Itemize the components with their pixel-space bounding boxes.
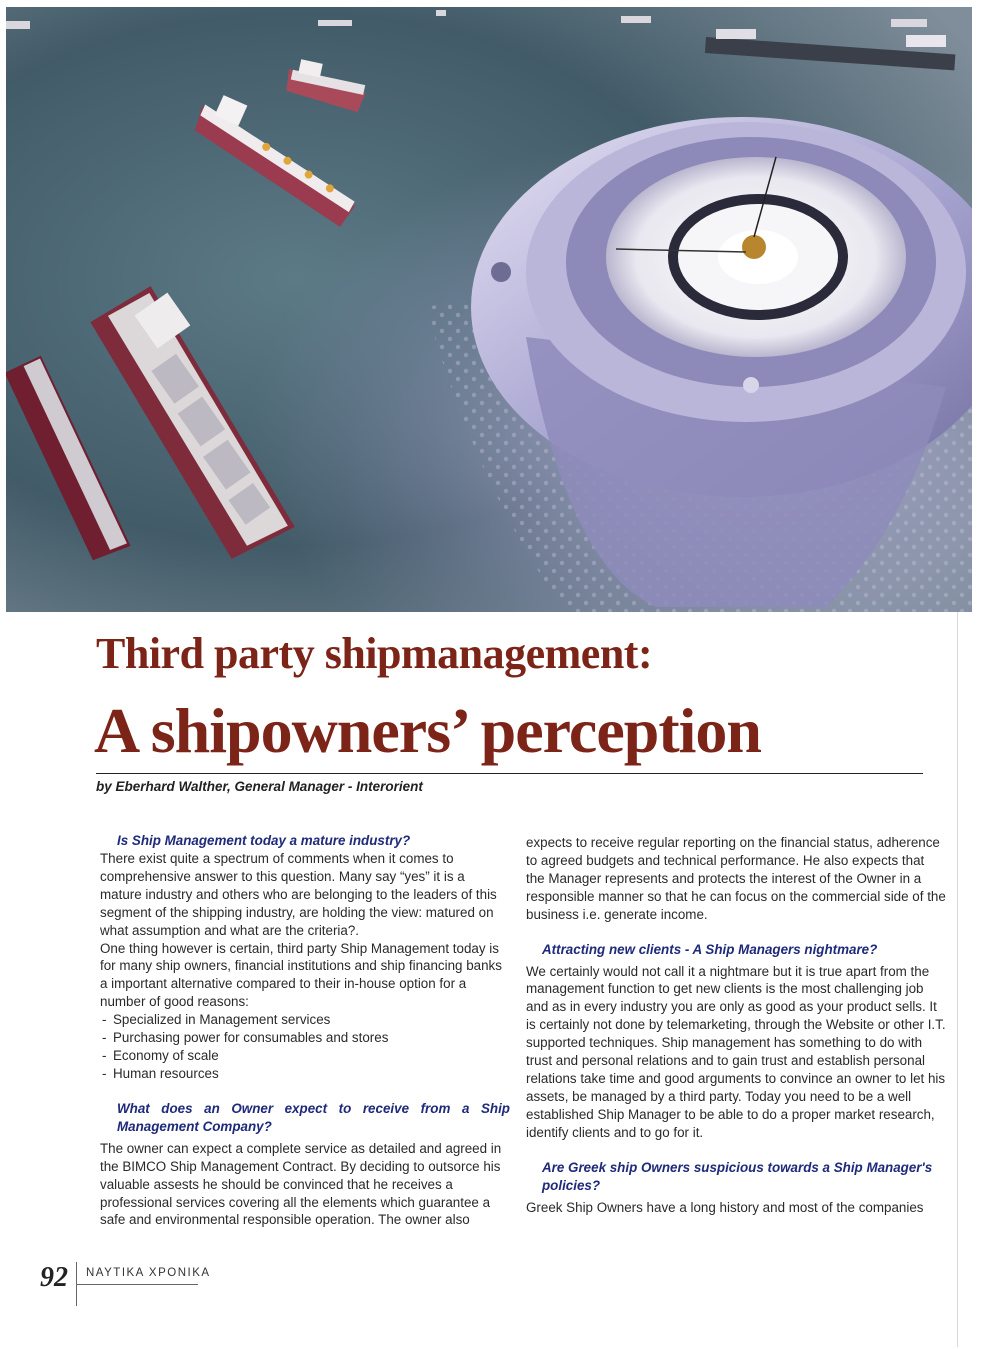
list-item: - Economy of scale <box>100 1047 510 1065</box>
page-edge <box>957 612 958 1347</box>
list-item: - Human resources <box>100 1065 510 1083</box>
list-item: - Specialized in Management services <box>100 1011 510 1029</box>
paragraph: The owner can expect a complete service as detailed and agreed in the BIMCO Ship Management Contract. By deciding to outsorce his valuable assests he should be convinced that he receives a professional services covering all the elements which guarantee a safe and environmental responsible operation. The owner also <box>100 1140 502 1228</box>
section-heading: What does an Owner expect to receive from a Ship Management Company? <box>117 1100 510 1134</box>
article-title-line-1: Third party shipmanagement: <box>96 629 653 678</box>
paragraph: Greek Ship Owners have a long history and most of the companies <box>526 1199 924 1215</box>
paragraph: There exist quite a spectrum of comments when it comes to comprehensive answer to this question. Many say “yes” it is a mature industry and others who are belonging to the leaders of this segment of the shipping industry, are holding the view: matured on what assumption and what are the criteria?. <box>100 851 497 938</box>
byline: by Eberhard Walther, General Manager - Interorient <box>96 779 423 794</box>
footer-rule <box>76 1284 198 1285</box>
left-column <box>100 832 510 1229</box>
paragraph: expects to receive regular reporting on the financial status, adherence to agreed budgets and technical performance. He also expects that the Manager represents and protects the interest of the Owner in a responsible manner so that he can focus on the commercial side of the business i.e. generate income. <box>526 835 946 922</box>
hero-illustration <box>6 7 972 612</box>
reasons-list <box>100 1011 510 1083</box>
magazine-name: ΝΑΥΤΙΚΑ ΧΡΟΝΙΚΑ <box>86 1267 211 1279</box>
title-divider <box>96 773 923 774</box>
section-heading: Are Greek ship Owners suspicious towards a Ship Manager's policies? <box>542 1159 933 1193</box>
section-heading: Is Ship Management today a mature industry? <box>117 833 411 848</box>
paragraph: One thing however is certain, third party Ship Management today is for many ship owners, financial institutions and ship financing banks a important alternative compared to their in-house option for a number of good reasons: <box>100 940 502 1010</box>
section-heading: Attracting new clients - A Ship Managers nightmare? <box>542 941 878 957</box>
paragraph: We certainly would not call it a nightmare but it is true apart from the management function to get new clients is the most challenging job and as in every industry you are only as good as your product sells. It is certainly not done by telemarketing, through the Website or other I.T. supported techniques. Ship management has something to do with trust and personal relations and to gain trust and establish personal relations take time and good arguments to convince an owner to let his assets, be managed by a third party. Today you need to be a well established Ship Manager to be able to do a proper market research, identify clients and to go for it. <box>526 963 946 1140</box>
page-number: 92 <box>40 1262 68 1293</box>
ships-and-compass-illustration <box>6 7 972 612</box>
right-column <box>526 834 946 1217</box>
list-item: - Purchasing power for consumables and stores <box>100 1029 510 1047</box>
article-title-line-2: A shipowners’ perception <box>94 695 761 766</box>
